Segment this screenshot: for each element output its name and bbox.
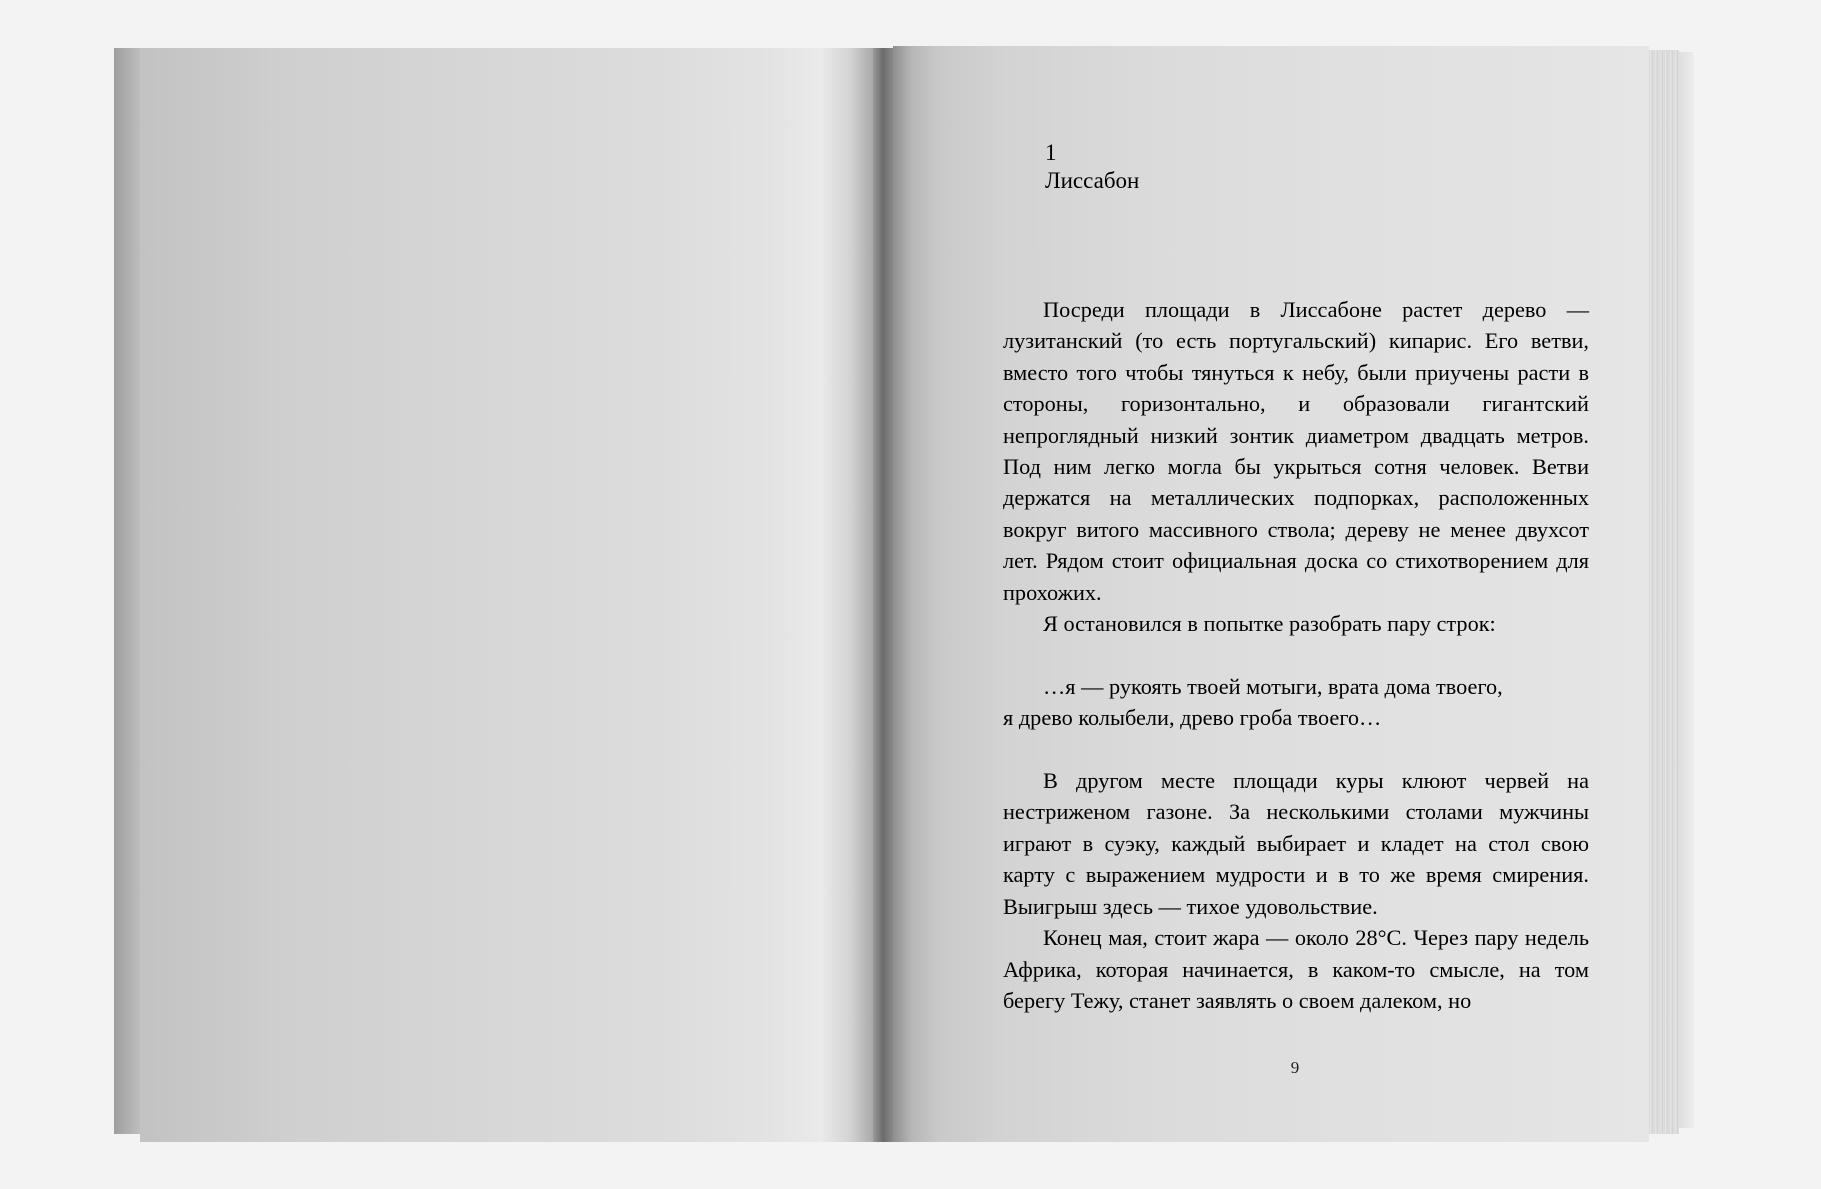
- chapter-title: Лиссабон: [1045, 168, 1140, 193]
- paragraph: Конец мая, стоит жара — около 28°С. Через пару недель Африка, которая начинается, в каком-то смысле, на том берегу Тежу, станет заявлять о своем далеком, но: [1003, 925, 1589, 1013]
- right-page: [893, 46, 1649, 1142]
- verse-quote: [1003, 671, 1589, 734]
- right-page-edges-back: [1678, 52, 1694, 1128]
- verse-line: я древо колыбели, древо гроба твоего…: [1003, 705, 1382, 731]
- verse-line: …я — рукоять твоей мотыги, врата дома твоего,: [1043, 673, 1503, 699]
- right-page-edges: [1649, 50, 1679, 1134]
- chapter-number: 1: [1045, 140, 1057, 165]
- body-text: [1003, 294, 1589, 1016]
- paragraph: В другом месте площади куры клюют червей на нестриженом газоне. За несколькими столами мужчины играют в суэку, каждый выбирает и кладет на стол свою карту с выражением мудрости и в то же время смирения. Выигрыш здесь — тихое удовольствие.: [1003, 768, 1589, 919]
- left-page-blank: [140, 48, 873, 1142]
- page-number: 9: [1290, 1058, 1300, 1077]
- paragraph: Посреди площади в Лиссабоне растет дерево — лузитанский (то есть португальский) кипарис. Его ветви, вместо того чтобы тянуться к небу, были приучены расти в стороны, горизонтально, и образовали гигантский непроглядный низкий зонтик диаметром двадцать метров. Под ним легко могла бы укрыться сотня человек. Ветви держатся на металлических подпорках, расположенных вокруг витого массивного ствола; дереву не менее двухсот лет. Рядом стоит официальная доска со стихотворением для прохожих.: [1003, 297, 1589, 605]
- paragraph: Я остановился в попытке разобрать пару строк:: [1043, 611, 1496, 637]
- book-gutter: [873, 48, 893, 1142]
